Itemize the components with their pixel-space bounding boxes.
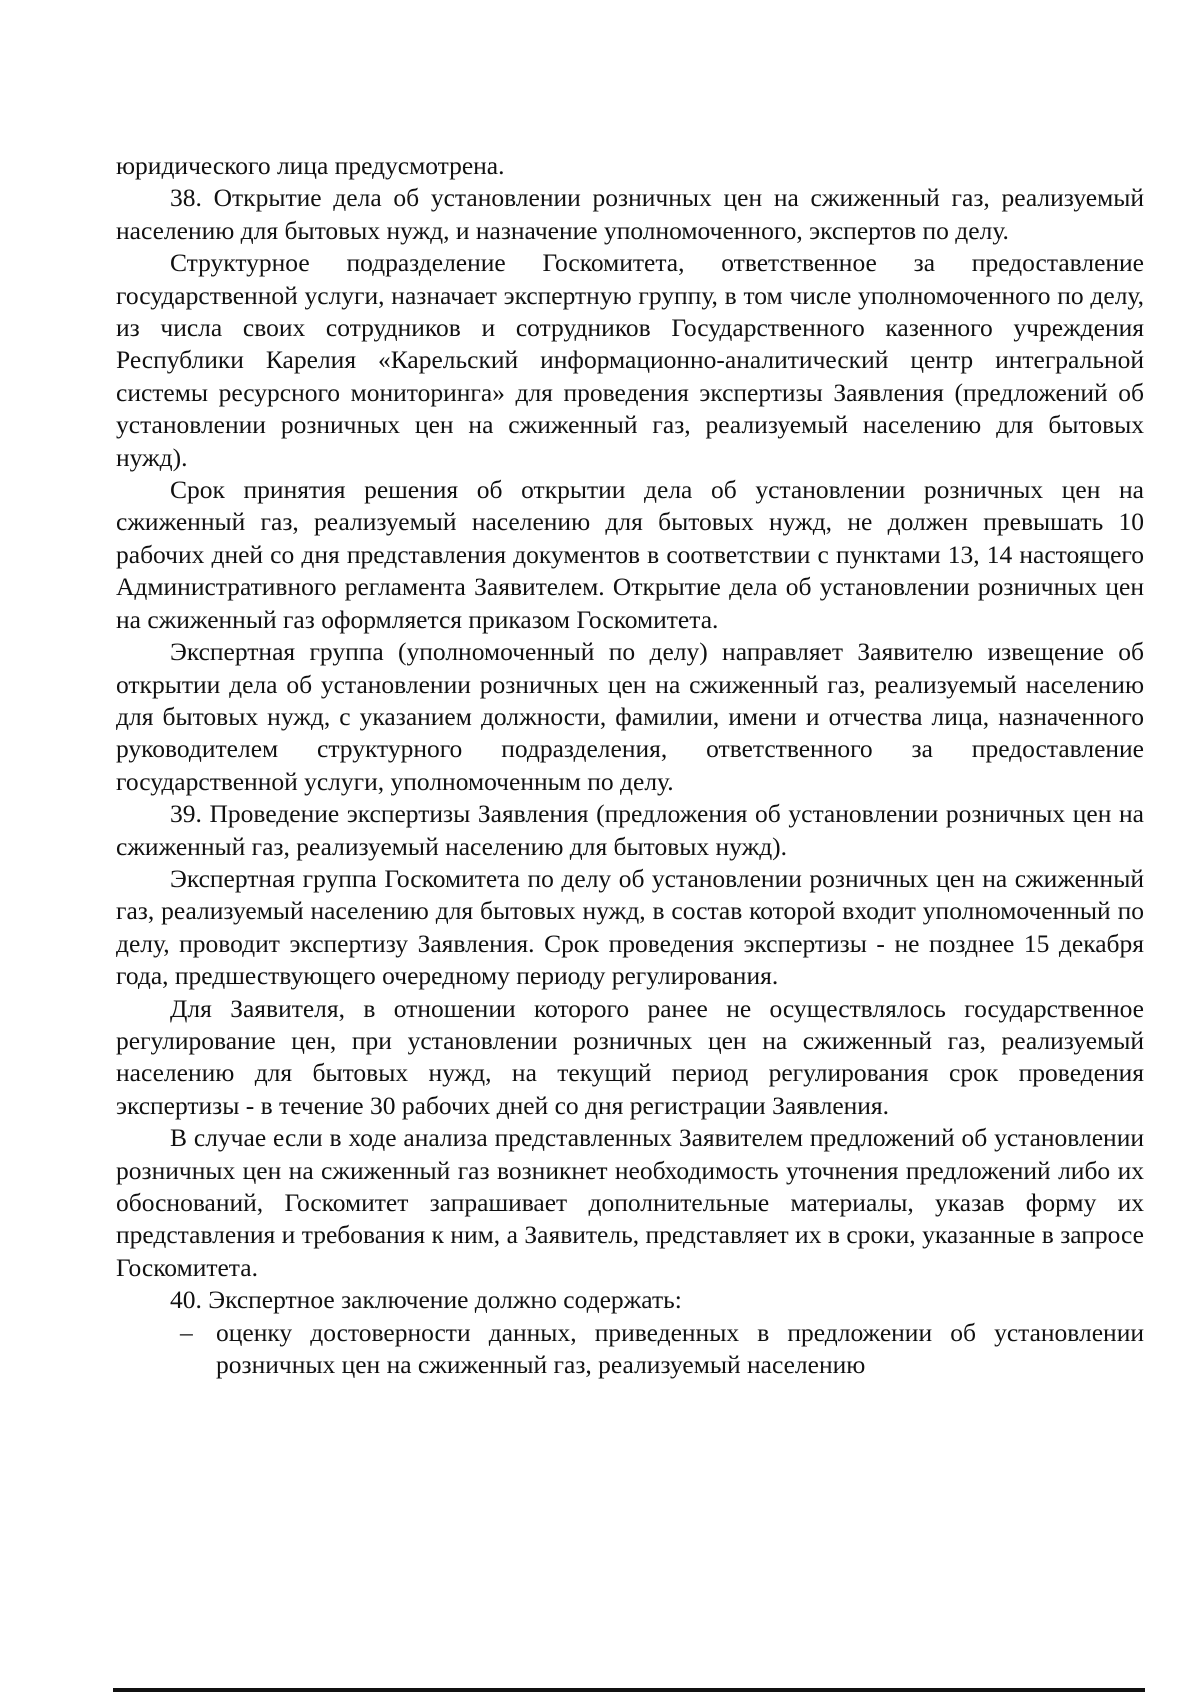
paragraph-item-40: 40. Экспертное заключение должно содержать: [170,1285,682,1315]
document-page [116,150,1144,1381]
bottom-divider-line [113,1688,1145,1692]
paragraph-continuation: юридического лица предусмотрена. [116,151,505,180]
list-item-text: оценку достоверности данных, приведенных в предложении об установлении розничных цен на сжиженный газ, реализуемый населению [216,1317,1144,1380]
paragraph-item-38: 38. Открытие дела об установлении розничных цен на сжиженный газ, реализуемый населению для бытовых нужд, и назначение уполномоченного, экспертов по делу. [116,183,1144,245]
paragraph-decision-deadline: Срок принятия решения об открытии дела об установлении розничных цен на сжиженный газ, реализуемый населению для бытовых нужд, не должен превышать 10 рабочих дней со дня представления документов в соответствии с пунктами 13, 14 настоящего Административного регламента Заявителем. Открытие дела об установлении розничных цен на сжиженный газ оформляется приказом Госкомитета. [116,475,1144,634]
paragraph-new-applicant: Для Заявителя, в отношении которого ранее не осуществлялось государственное регулирование цен, при установлении розничных цен на сжиженный газ, реализуемый населению для бытовых нужд, на текущий период регулирования срок проведения экспертизы - в течение 30 рабочих дней со дня регистрации Заявления. [116,993,1144,1120]
paragraph-notification: Экспертная группа (уполномоченный по делу) направляет Заявителю извещение об открытии дела об установлении розничных цен на сжиженный газ, реализуемый населению для бытовых нужд, с указанием должности, фамилии, имени и отчества лица, назначенного руководителем структурного подразделения, ответственного за предоставление государственной услуги, уполномоченным по делу. [116,637,1144,796]
paragraph-item-39: 39. Проведение экспертизы Заявления (предложения об установлении розничных цен на сжиженный газ, реализуемый населению для бытовых нужд). [116,799,1144,861]
list-dash-marker: – [180,1317,193,1347]
paragraph-expertise-deadline: Экспертная группа Госкомитета по делу об установлении розничных цен на сжиженный газ, реализуемый населению для бытовых нужд, в состав которой входит уполномоченный по делу, проводит экспертизу Заявления. Срок проведения экспертизы - не позднее 15 декабря года, предшествующего очередному периоду регулирования. [116,863,1144,991]
paragraph-expert-group-appointment: Структурное подразделение Госкомитета, ответственное за предоставление государственной услуги, назначает экспертную группу, в том числе уполномоченного по делу, из числа своих сотрудников и сотрудников Государственного казенного учреждения Республики Карелия «Карельский информационно-аналитический центр интегральной системы ресурсного мониторинга» для проведения экспертизы Заявления (предложений об установлении розничных цен на сжиженный газ, реализуемый населению для бытовых нужд). [116,248,1144,472]
paragraph-additional-materials: В случае если в ходе анализа представленных Заявителем предложений об установлении розничных цен на сжиженный газ возникнет необходимость уточнения предложений либо их обоснований, Госкомитет запрашивает дополнительные материалы, указав форму их представления и требования к ним, а Заявитель, представляет их в сроки, указанные в запросе Госкомитета. [116,1123,1144,1282]
list-item [180,1317,1144,1382]
